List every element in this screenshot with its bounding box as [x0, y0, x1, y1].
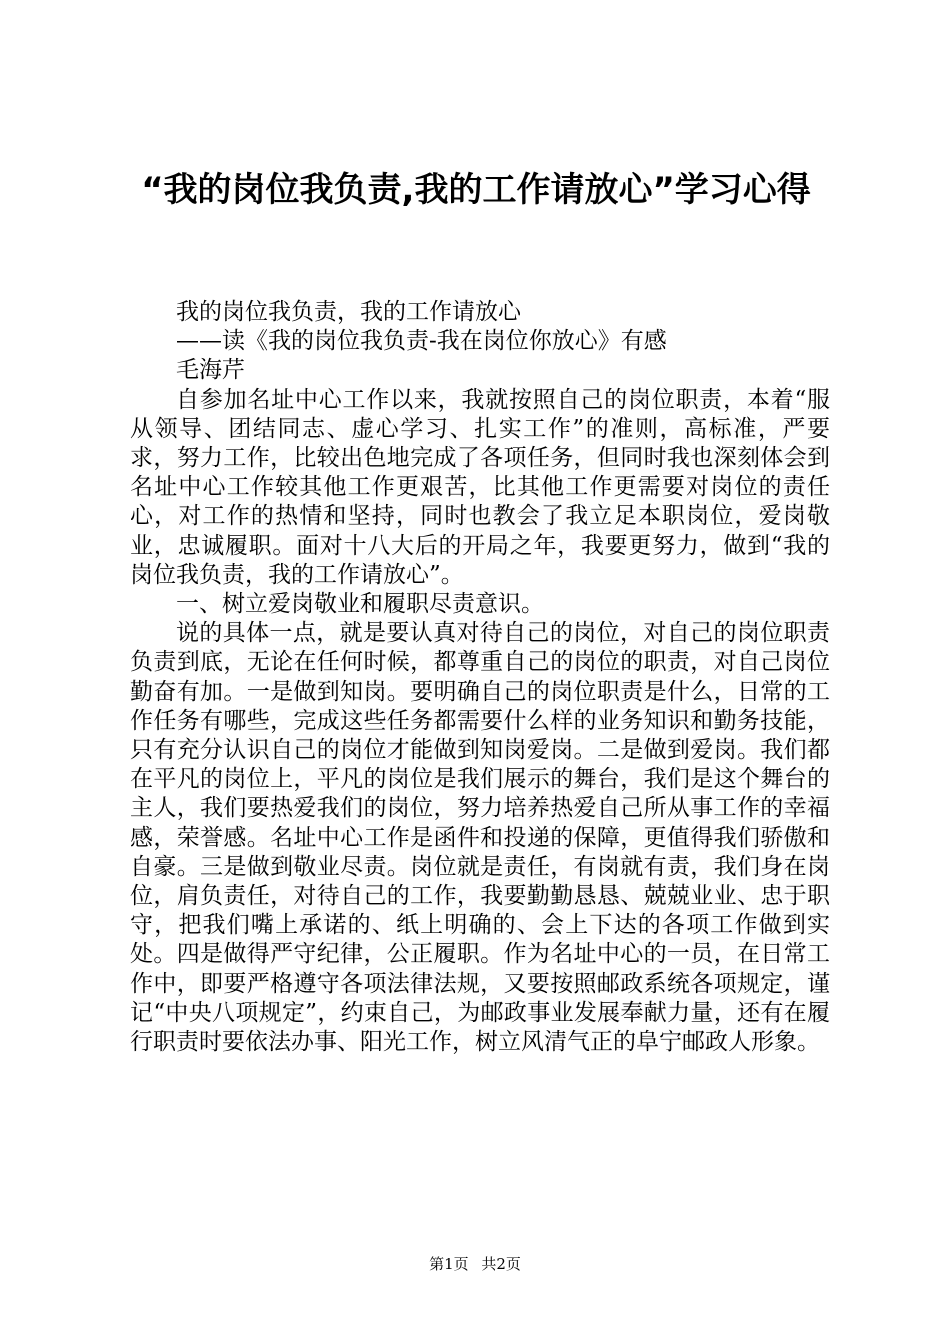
page-number-total: 共2页 [481, 1255, 521, 1273]
paragraph-intro: 自参加名址中心工作以来，我就按照自己的岗位职责，本着“服从领导、团结同志、虚心学习、扎实工作”的准则，高标准，严要求，努力工作，比较出色地完成了各项任务，但同时我也深刻体会到名址中心工作较其他工作更艰苦，比其他工作更需要对岗位的责任心，对工作的热情和坚持，同时也教会了我立足本职岗位，爱岗敬业，忠诚履职。面对十八大后的开局之年，我要更努力，做到“我的岗位我负责，我的工作请放心”。 [130, 386, 830, 588]
page-footer [0, 1254, 950, 1274]
author-name: 毛海芹 [176, 357, 245, 384]
subtitle-line-2: ——读《我的岗位我负责-我在岗位你放心》有感 [176, 328, 667, 355]
document-title: “我的岗位我负责,我的工作请放心”学习心得 [141, 170, 811, 210]
section-heading-1: 一、树立爱岗敬业和履职尽责意识。 [176, 591, 544, 618]
paragraph-section-1: 说的具体一点，就是要认真对待自己的岗位，对自己的岗位职责负责到底，无论在任何时候，都尊重自己的岗位的职责，对自己岗位勤奋有加。一是做到知岗。要明确自己的岗位职责是什么，日常的工作任务有哪些，完成这些任务都需要什么样的业务知识和勤务技能，只有充分认识自己的岗位才能做到知岗爱岗。二是做到爱岗。我们都在平凡的岗位上，平凡的岗位是我们展示的舞台，我们是这个舞台的主人，我们要热爱我们的岗位，努力培养热爱自己所从事工作的幸福感，荣誉感。名址中心工作是函件和投递的保障，更值得我们骄傲和自豪。三是做到敬业尽责。岗位就是责任，有岗就有责，我们身在岗位，肩负责任，对待自己的工作，我要勤勤恳恳、兢兢业业、忠于职守，把我们嘴上承诺的、纸上明确的、会上下达的各项工作做到实处。四是做得严守纪律，公正履职。作为名址中心的一员，在日常工作中，即要严格遵守各项法律法规，又要按照邮政系统各项规定，谨记“中央八项规定”，约束自己，为邮政事业发展奉献力量，还有在履行职责时要依法办事、阳光工作，树立风清气正的阜宁邮政人形象。 [130, 620, 830, 1056]
subtitle-line-1: 我的岗位我负责，我的工作请放心 [176, 299, 521, 325]
document-body [130, 298, 830, 1057]
page-number-current: 第1页 [429, 1255, 469, 1273]
